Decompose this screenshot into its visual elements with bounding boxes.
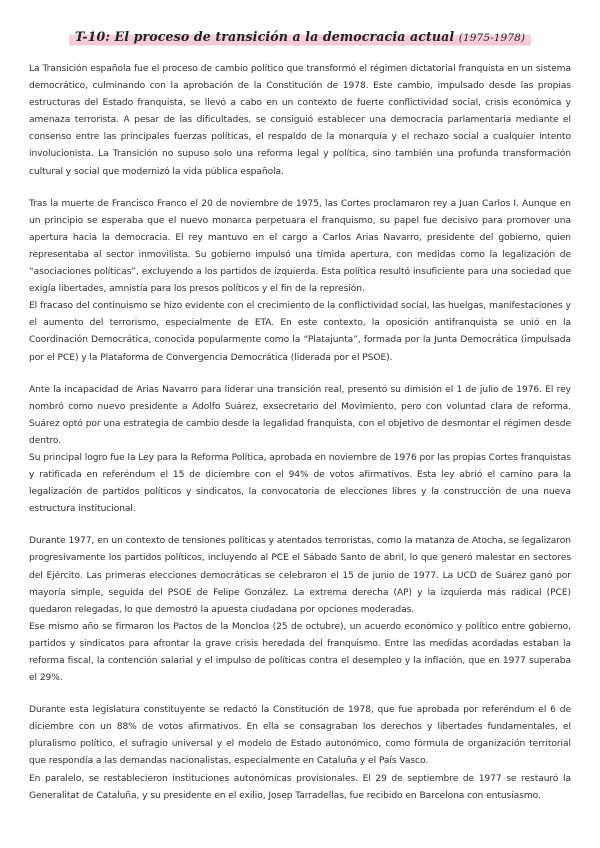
title-years: (1975-1978): [458, 32, 526, 44]
paragraph-suarez: Ante la incapacidad de Arias Navarro para liderar una transición real, presentó su dimisión el 1 de julio de 1976. El rey nombró como nuevo presidente a Adolfo Suárez, exsecretario del Movimiento, pero con voluntad clara de reforma. Suárez optó por una estrategia de cambio desde la legalidad franquista, con el objetivo de desmontar el régimen desde dentro.: [29, 384, 571, 446]
title-text: T-10: El proceso de transición a la democracia actual: [74, 29, 455, 44]
paragraph-reforma-politica: Su principal logro fue la Ley para la Reforma Política, aprobada en noviembre de 1976 por las propias Cortes franquistas y ratificada en referéndum el 15 de diciembre con el 94% de votos afirmativos. Esta ley abrió el camino para la legalización de partidos políticos y sindicatos, la convocatoria de elecciones libres y la construcción de una nueva estructura institucional.: [29, 452, 571, 515]
paragraph-intro: La Transición española fue el proceso de cambio político que transformó el régimen dictatorial franquista en un sistema democrático, culminando con la aprobación de la Constitución de 1978. Este cambio, impulsado desde las propias estructuras del Estado franquista, se llevó a cabo en un contexto de fuerte conflictividad social, crisis económica y amenaza terrorista. A pesar de las dificultades, se consiguió establecer una democracia parlamentaria mediante el consenso entre las principales fuerzas políticas, el respaldo de la monarquía y el rechazo social a cualquier intento involucionista. La Transición no supuso solo una reforma legal y política, sino también una profunda transformación cultural y social que modernizó la vida pública española.: [29, 64, 571, 177]
title-area: [0, 26, 600, 47]
paragraph-constitucion: Durante esta legislatura constituyente se redactó la Constitución de 1978, que fue aprobada por referéndum el 6 de diciembre con un 88% de votos afirmativos. En ella se consagraban los derechos y libertades fundamentales, el pluralismo político, el sufragio universal y el modelo de Estado autonómico, como fórmula de organización territorial que respondía a las demandas nacionalistas, especialmente en Cataluña y el País Vasco.: [29, 705, 571, 767]
paragraph-franco-death: Tras la muerte de Francisco Franco el 20 de noviembre de 1975, las Cortes proclamaron rey a Juan Carlos I. Aunque en un principio se esperaba que el nuevo monarca perpetuara el franquismo, su papel fue decisivo para promover una apertura hacia la democracia. El rey mantuvo en el cargo a Carlos Arias Navarro, presidente del gobierno, quien representaba al sector inmovilista. Su gobierno impulsó una tímida apertura, con medidas como la legalización de “asociaciones políticas”, excluyendo a los partidos de izquierda. Esta política resultó insuficiente para una sociedad que exigía libertades, amnistía para los presos políticos y el fin de la represión.: [29, 198, 571, 295]
page-title: [69, 27, 531, 47]
paragraph-autonomias: En paralelo, se restablecieron instituciones autonómicas provisionales. El 29 de septiembre de 1977 se restauró la Generalitat de Cataluña, y su presidente en el exilio, Josep Tarradellas, fue recibido en Barcelona con entusiasmo.: [29, 773, 571, 801]
paragraph-1977: Durante 1977, en un contexto de tensiones políticas y atentados terroristas, como la matanza de Atocha, se legalizaron progresivamente los partidos políticos, incluyendo al PCE el Sábado Santo de abril, lo que generó malestar en sectores del Ejército. Las primeras elecciones democráticas se celebraron el 15 de junio de 1977. La UCD de Suárez ganó por mayoría simple, seguida del PSOE de Felipe González. La extrema derecha (AP) y la izquierda más radical (PCE) quedaron relegadas, lo que demostró la apuesta ciudadana por opciones moderadas.: [29, 536, 571, 615]
paragraph-moncloa: Ese mismo año se firmaron los Pactos de la Moncloa (25 de octubre), un acuerdo económico y político entre gobierno, partidos y sindicatos para afrontar la grave crisis heredada del franquismo. Entre las medidas acordadas estaban la reforma fiscal, la contención salarial y el impulso de políticas contra el desempleo y la inflación, que en 1977 superaba el 29%.: [29, 621, 571, 684]
paragraph-continuismo: El fracaso del continuismo se hizo evidente con el crecimiento de la conflictividad social, las huelgas, manifestaciones y el aumento del terrorismo, especialmente de ETA. En este contexto, la oposición antifranquista se unió en la Coordinación Democrática, conocida popularmente como la “Platajunta”, formada por la Junta Democrática (impulsada por el PCE) y la Plataforma de Convergencia Democrática (liderada por el PSOE).: [29, 301, 571, 363]
document-body: [29, 61, 571, 805]
